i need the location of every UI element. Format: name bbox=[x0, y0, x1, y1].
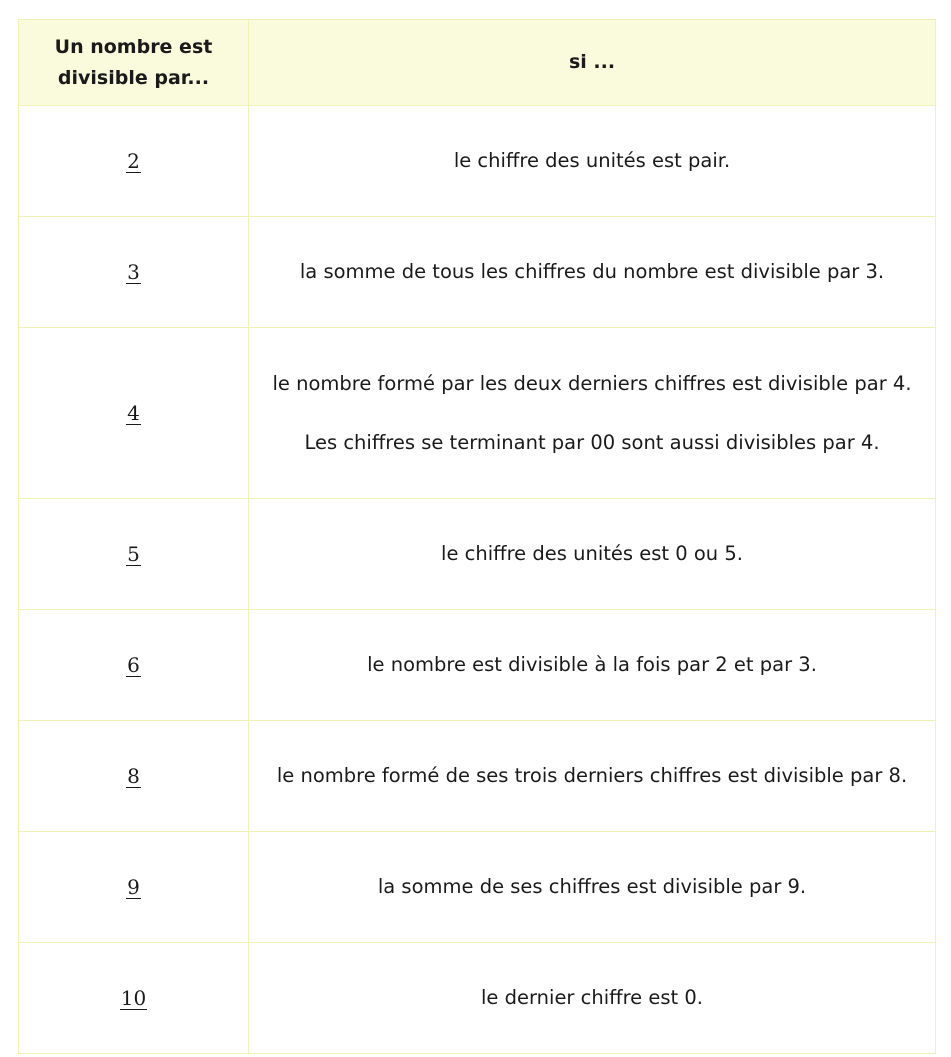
rule-text: le nombre formé par les deux derniers chiffres est divisible par 4. bbox=[272, 371, 912, 395]
rule-cell bbox=[249, 217, 936, 328]
divisor-cell bbox=[19, 499, 249, 610]
divisibility-table bbox=[18, 19, 936, 1054]
divisor-cell bbox=[19, 610, 249, 721]
table-row bbox=[19, 217, 936, 328]
table-row bbox=[19, 328, 936, 499]
rule-text: le chiffre des unités est pair. bbox=[453, 149, 731, 172]
divisor-value: 4 bbox=[127, 400, 140, 425]
header-divisor-label: Un nombre est divisible par... bbox=[54, 35, 213, 89]
rule-cell bbox=[249, 499, 936, 610]
divisor-cell bbox=[19, 328, 249, 499]
rule-text-note: Les chiffres se terminant par 00 sont aussi divisibles par 4. bbox=[304, 430, 880, 454]
rule-cell bbox=[249, 106, 936, 217]
divisor-value: 6 bbox=[127, 652, 140, 677]
rule-text: la somme de ses chiffres est divisible par 9. bbox=[377, 875, 807, 898]
table-row bbox=[19, 721, 936, 832]
rule-cell bbox=[249, 610, 936, 721]
table-row bbox=[19, 832, 936, 943]
divisor-value: 8 bbox=[127, 763, 140, 788]
divisor-cell bbox=[19, 943, 249, 1054]
divisor-cell bbox=[19, 217, 249, 328]
table-row bbox=[19, 610, 936, 721]
header-condition: si ... bbox=[249, 20, 936, 106]
header-divisor bbox=[19, 20, 249, 106]
rule-cell bbox=[249, 328, 936, 499]
table-row bbox=[19, 943, 936, 1054]
divisor-value: 10 bbox=[120, 985, 147, 1010]
rule-text: le nombre formé de ses trois derniers chiffres est divisible par 8. bbox=[276, 764, 908, 787]
rule-text: le chiffre des unités est 0 ou 5. bbox=[441, 542, 743, 565]
rule-cell bbox=[249, 943, 936, 1054]
divisor-value: 3 bbox=[127, 259, 140, 284]
divisor-value: 5 bbox=[127, 541, 140, 566]
table-row bbox=[19, 106, 936, 217]
table-row bbox=[19, 499, 936, 610]
divisibility-table-container bbox=[18, 19, 935, 1054]
rule-cell bbox=[249, 832, 936, 943]
rule-text: le dernier chiffre est 0. bbox=[481, 986, 703, 1009]
rule-text: le nombre est divisible à la fois par 2 et par 3. bbox=[367, 653, 817, 676]
table-header-row bbox=[19, 20, 936, 106]
divisor-cell bbox=[19, 721, 249, 832]
divisor-cell bbox=[19, 832, 249, 943]
divisor-cell bbox=[19, 106, 249, 217]
rule-text: la somme de tous les chiffres du nombre est divisible par 3. bbox=[299, 260, 885, 283]
rule-cell bbox=[249, 721, 936, 832]
divisor-value: 9 bbox=[127, 874, 140, 899]
divisor-value: 2 bbox=[127, 148, 140, 173]
